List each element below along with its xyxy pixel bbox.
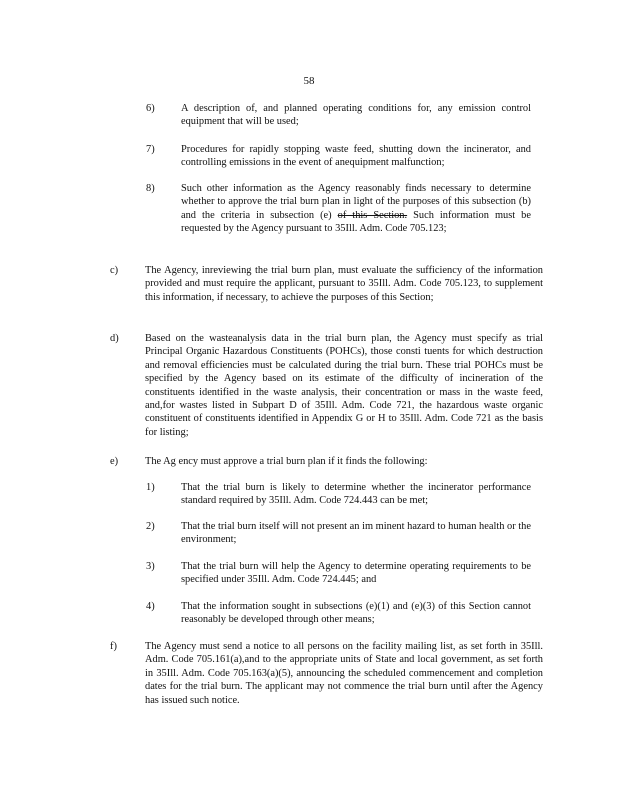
page-number: 58 xyxy=(303,75,315,87)
item-text: That the information sought in subsections (e)(1) and (e)(3) of this Section cannot reasonably be developed through other means; xyxy=(181,601,531,626)
item-text: Procedures for rapidly stopping waste feed, shutting down the incinerator, and controlling emissions in the event of anequipment malfunction; xyxy=(181,144,531,169)
item-label: d) xyxy=(110,333,119,344)
item-text: The Agency must send a notice to all persons on the facility mailing list, as set forth in 35Ill. Adm. Code 705.161(a),and to the appropriate units of State and local government, as set forth in 35Ill. Adm. Code 705.163(a)(5), announcing the scheduled commencement and completion dates for the trial burn. The applicant may not commence the trial burn until after the Agency has issued such notice. xyxy=(145,641,543,706)
item-text xyxy=(181,182,531,236)
item-label: 6) xyxy=(146,103,155,114)
item-text-before: Such other information as the Agency reasonably finds necessary to determine whether to approve the trial burn plan in light of the purposes of this subsection (b) and the criteria in subsection (e) xyxy=(181,183,531,221)
item-label: 4) xyxy=(146,601,155,612)
item-text: That the trial burn is likely to determine whether the incinerator performance standard required by 35Ill. Adm. Code 724.443 can be met; xyxy=(181,482,531,507)
item-text: That the trial burn will help the Agency to determine operating requirements to be specified under 35Ill. Adm. Code 724.445; and xyxy=(181,561,531,586)
item-label: 7) xyxy=(146,144,155,155)
item-label: f) xyxy=(110,641,117,652)
item-label: 3) xyxy=(146,561,155,572)
item-label: c) xyxy=(110,265,119,276)
item-text: A description of, and planned operating conditions for, any emission control equipment that will be used; xyxy=(181,103,531,128)
struck-text: of this Section. xyxy=(337,209,408,221)
item-text: The Agency, inreviewing the trial burn plan, must evaluate the sufficiency of the information provided and must require the applicant, pursuant to 35Ill. Adm. Code 705.123, to supplement this information, if necessary, to achieve the purposes of this Section; xyxy=(145,265,543,303)
item-text-after: Such information must be requested by the Agency pursuant to 35Ill. Adm. Code 705.123; xyxy=(181,209,531,235)
item-label: 1) xyxy=(146,482,155,493)
item-label: e) xyxy=(110,456,119,467)
item-label: 2) xyxy=(146,521,155,532)
item-label: 8) xyxy=(146,183,155,194)
item-text: The Ag ency must approve a trial burn plan if it finds the following: xyxy=(145,456,428,467)
item-text: Based on the wasteanalysis data in the trial burn plan, the Agency must specify as trial Principal Organic Hazardous Constituents (POHCs), those consti tuents for which destruction and removal efficiencies must be calculated during the trial burn. These trial POHCs must be specified by the Agency based on its estimate of the difficulty of incineration of the constituents identified in the waste analysis, their concentration or mass in the waste feed, and,for wastes listed in Subpart D of 35Ill. Adm. Code 721, the hazardous waste organic constituent of constituents identified in Appendix G or H to 35Ill. Adm. Code 721 as the basis for listing; xyxy=(145,333,543,438)
item-text: That the trial burn itself will not present an im minent hazard to human health or the environment; xyxy=(181,521,531,546)
